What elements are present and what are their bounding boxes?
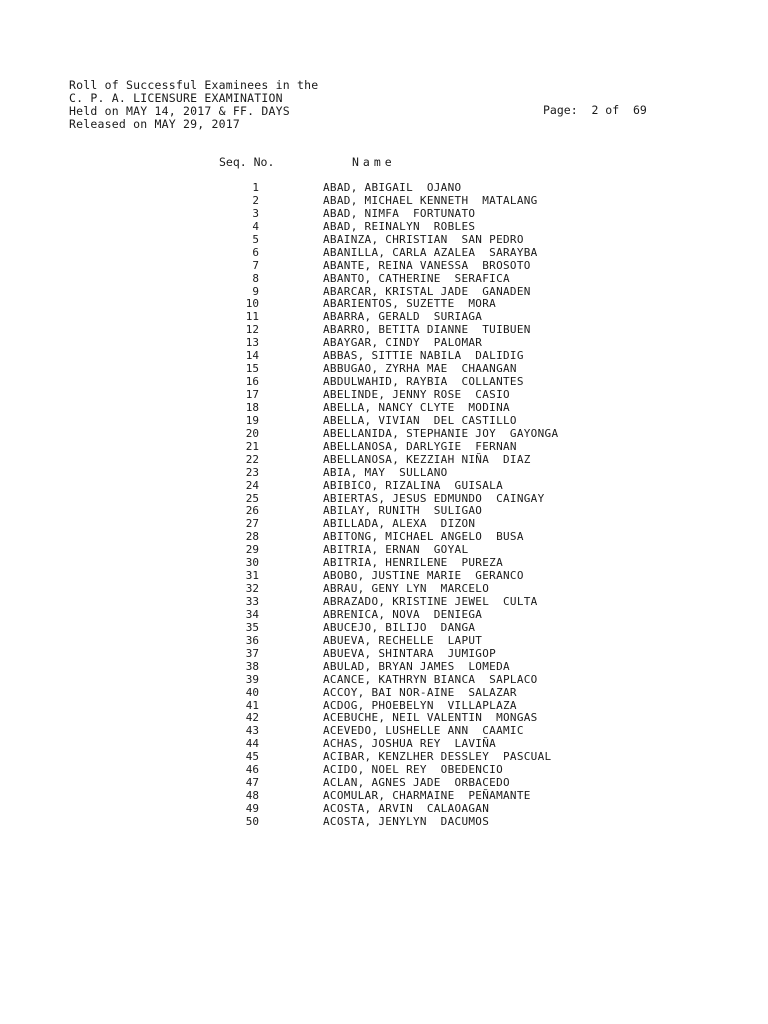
seq-number: 29 xyxy=(245,543,259,557)
examinee-name: ABANILLA, CARLA AZALEA SARAYBA xyxy=(323,245,538,259)
examinee-name: ACIBAR, KENZLHER DESSLEY PASCUAL xyxy=(323,750,552,764)
seq-number: 18 xyxy=(245,400,259,414)
seq-number: 49 xyxy=(245,802,259,815)
examinee-row xyxy=(0,674,768,687)
examinee-name: ABRAU, GENY LYN MARCELO xyxy=(323,582,490,596)
examinee-row xyxy=(0,182,768,195)
examinee-name: ABELLANIDA, STEPHANIE JOY GAYONGA xyxy=(323,426,559,440)
page-number: Page: 2 of 69 xyxy=(543,103,647,117)
examinee-name: ABARIENTOS, SUZETTE MORA xyxy=(323,297,497,311)
examinee-name: ACOMULAR, CHARMAINE PEÑAMANTE xyxy=(323,789,531,803)
name-column-header: Name xyxy=(352,155,396,169)
seq-number: 42 xyxy=(245,711,259,725)
seq-number: 12 xyxy=(245,323,259,337)
seq-number: 31 xyxy=(245,569,259,583)
seq-number: 41 xyxy=(245,698,259,712)
seq-number: 17 xyxy=(245,388,259,401)
examinee-row xyxy=(0,428,768,441)
examinee-row xyxy=(0,208,768,221)
seq-number: 44 xyxy=(245,737,259,751)
examinee-row xyxy=(0,803,768,816)
examinee-row xyxy=(0,221,768,234)
seq-number: 11 xyxy=(245,310,259,324)
examinee-row xyxy=(0,609,768,622)
exam-dates: Held on MAY 14, 2017 & FF. DAYS xyxy=(69,104,290,118)
examinee-name: ACLAN, AGNES JADE ORBACEDO xyxy=(323,776,510,790)
examinee-name: ABAD, REINALYN ROBLES xyxy=(323,219,476,233)
examinee-name: ABULAD, BRYAN JAMES LOMEDA xyxy=(323,659,510,673)
examinee-name: ABITRIA, HENRILENE PUREZA xyxy=(323,556,503,570)
seq-number: 5 xyxy=(252,232,259,246)
examinee-row xyxy=(0,247,768,260)
examinee-row xyxy=(0,273,768,286)
examinee-row xyxy=(0,648,768,661)
examinee-name: ABILAY, RUNITH SULIGAO xyxy=(323,504,483,518)
examinee-name: ABANTO, CATHERINE SERAFICA xyxy=(323,271,510,285)
seq-number: 1 xyxy=(252,181,259,194)
seq-number: 16 xyxy=(245,375,259,389)
seq-number: 10 xyxy=(245,297,259,311)
examinee-row xyxy=(0,816,768,829)
examinee-row xyxy=(0,441,768,454)
examinee-name: ABRAZADO, KRISTINE JEWEL CULTA xyxy=(323,595,538,608)
examinee-name: ABAD, MICHAEL KENNETH MATALANG xyxy=(323,193,538,207)
examinee-row xyxy=(0,389,768,402)
examinee-name: ACANCE, KATHRYN BIANCA SAPLACO xyxy=(323,672,538,686)
examinee-name: ABELLANOSA, DARLYGIE FERNAN xyxy=(323,439,517,453)
examinee-name: ABARRA, GERALD SURIAGA xyxy=(323,310,483,324)
examinee-row xyxy=(0,635,768,648)
examinee-name: ABARCAR, KRISTAL JADE GANADEN xyxy=(323,284,531,298)
examinee-name: ABIERTAS, JESUS EDMUNDO CAINGAY xyxy=(323,491,545,505)
seq-number: 38 xyxy=(245,659,259,673)
examinee-name: ACOSTA, ARVIN CALAOAGAN xyxy=(323,802,490,815)
examinee-name: ABRENICA, NOVA DENIEGA xyxy=(323,607,483,621)
seq-number: 32 xyxy=(245,582,259,596)
examinee-row xyxy=(0,234,768,247)
examinee-row xyxy=(0,260,768,273)
examinee-name: ABARRO, BETITA DIANNE TUIBUEN xyxy=(323,323,531,337)
examinee-name: ACEBUCHE, NEIL VALENTIN MONGAS xyxy=(323,711,538,725)
seq-number: 35 xyxy=(245,620,259,634)
seq-number: 14 xyxy=(245,349,259,363)
seq-number: 22 xyxy=(245,452,259,466)
examinee-name: ABIBICO, RIZALINA GUISALA xyxy=(323,478,503,492)
seq-number: 3 xyxy=(252,206,259,220)
seq-number: 26 xyxy=(245,504,259,518)
examinee-name: ABILLADA, ALEXA DIZON xyxy=(323,517,476,531)
examinee-row xyxy=(0,596,768,609)
examinee-name: ABAD, ABIGAIL OJANO xyxy=(323,181,462,194)
seq-number: 30 xyxy=(245,556,259,570)
seq-number: 7 xyxy=(252,258,259,272)
examinee-name: ACOSTA, JENYLYN DACUMOS xyxy=(323,814,490,828)
release-date: Released on MAY 29, 2017 xyxy=(69,117,240,131)
examinee-name: ABITONG, MICHAEL ANGELO BUSA xyxy=(323,530,524,544)
examinee-name: ABELLANOSA, KEZZIAH NIÑA DIAZ xyxy=(323,452,531,466)
seq-number: 21 xyxy=(245,439,259,453)
examinee-name: ABANTE, REINA VANESSA BROSOTO xyxy=(323,258,531,272)
examinee-row xyxy=(0,467,768,480)
seq-number: 33 xyxy=(245,595,259,608)
seq-number: 9 xyxy=(252,284,259,298)
examinee-name: ACEVEDO, LUSHELLE ANN CAAMIC xyxy=(323,724,524,738)
seq-number: 4 xyxy=(252,219,259,233)
examinee-name: ACHAS, JOSHUA REY LAVIÑA xyxy=(323,737,497,751)
examinee-name: ABDULWAHID, RAYBIA COLLANTES xyxy=(323,375,524,389)
seq-number: 48 xyxy=(245,789,259,803)
examinee-name: ACDOG, PHOEBELYN VILLAPLAZA xyxy=(323,698,517,712)
examinee-name: ABIA, MAY SULLANO xyxy=(323,465,448,479)
seq-number: 47 xyxy=(245,776,259,790)
examinee-row xyxy=(0,622,768,635)
seq-number: 20 xyxy=(245,426,259,440)
examinee-row xyxy=(0,454,768,467)
examinee-name: ABBUGAO, ZYRHA MAE CHAANGAN xyxy=(323,362,517,376)
seq-number: 23 xyxy=(245,465,259,479)
examinee-row xyxy=(0,480,768,493)
seq-number: 25 xyxy=(245,491,259,505)
seq-number: 19 xyxy=(245,413,259,427)
exam-name: C. P. A. LICENSURE EXAMINATION xyxy=(69,91,283,105)
seq-number: 8 xyxy=(252,271,259,285)
examinee-name: ABAD, NIMFA FORTUNATO xyxy=(323,206,476,220)
examinee-name: ACCOY, BAI NOR-AINE SALAZAR xyxy=(323,685,517,699)
examinee-name: ABITRIA, ERNAN GOYAL xyxy=(323,543,469,557)
seq-number: 39 xyxy=(245,672,259,686)
examinee-row xyxy=(0,402,768,415)
examinee-row xyxy=(0,415,768,428)
seq-number: 6 xyxy=(252,245,259,259)
seq-number: 28 xyxy=(245,530,259,544)
examinee-name: ABAINZA, CHRISTIAN SAN PEDRO xyxy=(323,232,524,246)
seq-number: 36 xyxy=(245,633,259,647)
seq-number: 46 xyxy=(245,763,259,777)
examinee-name: ABUEVA, RECHELLE LAPUT xyxy=(323,633,483,647)
seq-number: 24 xyxy=(245,478,259,492)
seq-number: 40 xyxy=(245,685,259,699)
examinee-name: ABELLA, NANCY CLYTE MODINA xyxy=(323,400,510,414)
examinee-list xyxy=(0,182,768,829)
examinee-name: ABUCEJO, BILIJO DANGA xyxy=(323,620,476,634)
examinee-name: ABUEVA, SHINTARA JUMIGOP xyxy=(323,646,497,660)
seq-number: 37 xyxy=(245,646,259,660)
examinee-name: ABOBO, JUSTINE MARIE GERANCO xyxy=(323,569,524,583)
seq-number: 27 xyxy=(245,517,259,531)
examinee-row xyxy=(0,195,768,208)
seq-number: 13 xyxy=(245,336,259,350)
seq-number: 34 xyxy=(245,607,259,621)
seq-number: 50 xyxy=(245,814,259,828)
examinee-row xyxy=(0,687,768,700)
seq-column-header: Seq. No. xyxy=(219,155,275,169)
examinee-name: ABELLA, VIVIAN DEL CASTILLO xyxy=(323,413,517,427)
examinee-name: ABAYGAR, CINDY PALOMAR xyxy=(323,336,483,350)
seq-number: 15 xyxy=(245,362,259,376)
roll-title: Roll of Successful Examinees in the xyxy=(69,78,319,92)
examinee-row xyxy=(0,661,768,674)
seq-number: 45 xyxy=(245,750,259,764)
examinee-name: ABBAS, SITTIE NABILA DALIDIG xyxy=(323,349,524,363)
seq-number: 2 xyxy=(252,193,259,207)
examinee-name: ACIDO, NOEL REY OBEDENCIO xyxy=(323,763,503,777)
seq-number: 43 xyxy=(245,724,259,738)
examinee-name: ABELINDE, JENNY ROSE CASIO xyxy=(323,388,510,401)
